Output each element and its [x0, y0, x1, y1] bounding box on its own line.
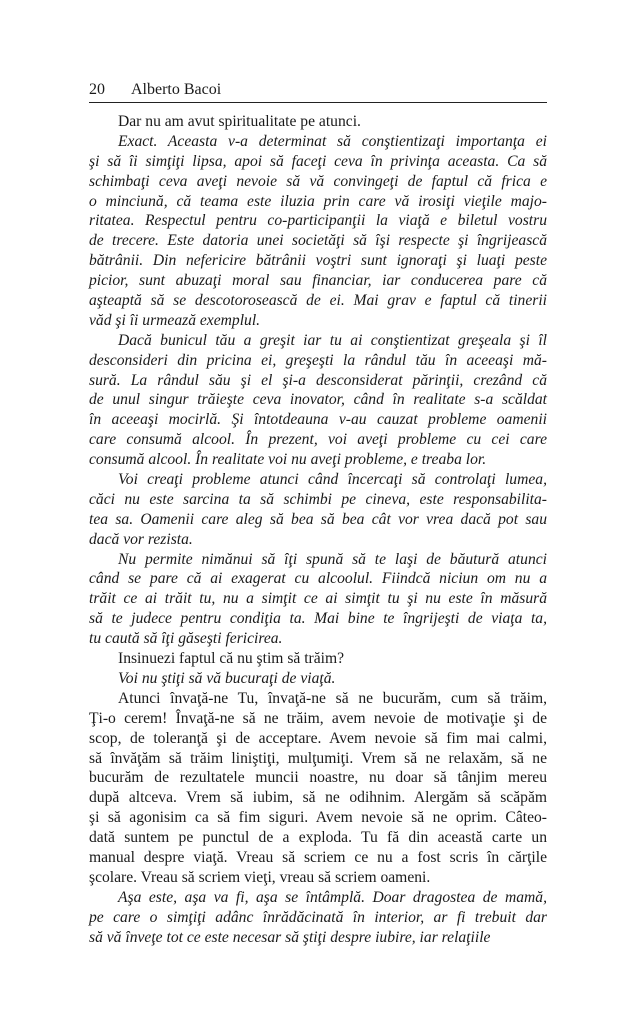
text-line: manual despre viaţă. Vreau să scriem ce nu a fost scris în cărţile	[89, 848, 547, 866]
text-line: şi să agonisim ca să fim siguri. Avem nevoie să ne oprim. Câteo-	[89, 809, 547, 827]
paragraph	[89, 689, 547, 888]
paragraph	[89, 669, 547, 689]
text-line: să te judece pentru condiţia ta. Mai bine te îngrijeşti de viaţa ta,	[89, 610, 547, 628]
text-line: bătrânii. Din nefericire bătrânii voştri sunt ignoraţi şi luaţi peste	[89, 252, 547, 270]
text-line: Nu permite nimănui să îţi spună să te laşi de băutură atunci	[118, 550, 547, 568]
text-line: Ţi-o cerem! Învaţă-ne să ne trăim, avem nevoie de motivaţie şi de	[89, 709, 547, 727]
text-line: să vă înveţe tot ce este necesar să ştiţi despre iubire, iar relaţiile	[89, 928, 491, 946]
text-line: după altceva. Vrem să iubim, să ne odihnim. Alergăm să scăpăm	[89, 789, 547, 807]
text-line: Voi creaţi probleme atunci când încercaţi să controlaţi lumea,	[118, 471, 547, 489]
text-line: şi să îi simţiţi lipsa, apoi să faceţi ceva în privinţa aceasta. Ca să	[89, 152, 547, 170]
text-line: tea sa. Oamenii care aleg să bea să bea cât vor vrea dacă pot sau	[89, 510, 547, 528]
text-line: o minciună, că teama este iluzia prin care vă irosiţi vieţile majo-	[89, 192, 547, 210]
paragraph	[89, 132, 547, 331]
text-line: Exact. Aceasta v-a determinat să conştientizaţi importanţa ei	[118, 132, 547, 150]
text-line: scop, de toleranţă şi de acceptare. Avem nevoie să fim mai calmi,	[89, 729, 547, 747]
text-line: dacă vor rezista.	[89, 530, 193, 548]
page-number: 20	[89, 81, 105, 98]
text-line: Dacă bunicul tău a greşit iar tu ai conştientizat greşeala şi îl	[118, 331, 547, 349]
text-line: aşteaptă să se descotorosească de ei. Mai grav e faptul că tinerii	[89, 292, 547, 310]
text-line: sură. La rândul său şi el şi-a desconsiderat părinţii, crezând că	[89, 371, 547, 389]
text-line: Insinuezi faptul că nu ştim să trăim?	[118, 650, 345, 668]
text-line: să învăţăm să trăim liniştiţi, mulţumiţi. Vrem să ne relaxăm, să ne	[89, 749, 547, 767]
body-text	[89, 112, 547, 947]
text-line: bucurăm de rezultatele muncii noastre, nu doar să tânjim mereu	[89, 769, 547, 787]
paragraph	[89, 649, 547, 669]
text-line: trăit ce ai trăit tu, nu a simţit ce ai simţit tu şi nu este în măsură	[89, 590, 547, 608]
text-line: Voi nu ştiţi să vă bucuraţi de viaţă.	[118, 669, 336, 687]
paragraph	[89, 331, 547, 470]
text-line: Atunci învaţă-ne Tu, învaţă-ne să ne bucurăm, cum să trăim,	[118, 689, 547, 707]
text-line: în aceeaşi mocirlă. Şi întotdeauna v-au cauzat probleme oamenii	[89, 411, 547, 429]
text-line: Aşa este, aşa va fi, aşa se întâmplă. Doar dragostea de mamă,	[118, 888, 547, 906]
header-rule	[89, 102, 547, 103]
paragraph	[89, 470, 547, 550]
text-line: pe care o simţiţi adânc înrădăcinată în interior, ar fi trebuit dar	[89, 908, 547, 926]
paragraph	[89, 112, 547, 132]
text-line: de trecere. Este datoria unei societăţi să îşi respecte şi îngrijească	[89, 232, 547, 250]
text-line: ritatea. Respectul pentru co-participanţii la viaţă e biletul vostru	[89, 212, 547, 230]
text-line: de unul singur trăieşte ceva inovator, când în realitate s-a scăldat	[89, 391, 547, 409]
text-line: când se pare că ai exagerat cu alcoolul. Fiindcă niciun om nu a	[89, 570, 547, 588]
text-line: văd şi îi urmează exemplul.	[89, 311, 261, 329]
paragraph	[89, 888, 547, 948]
text-line: dată suntem pe punctul de a exploda. Tu fă din această carte un	[89, 829, 547, 847]
text-line: care consumă alcool. În prezent, voi aveţi probleme cu cei care	[89, 431, 547, 449]
text-line: picior, sunt abuzaţi moral sau financiar, iar conducerea pare că	[89, 272, 547, 290]
text-line: consumă alcool. În realitate voi nu aveţi probleme, e treaba lor.	[89, 451, 487, 469]
text-line: Dar nu am avut spiritualitate pe atunci.	[118, 113, 361, 130]
paragraph	[89, 550, 547, 649]
running-header-author: Alberto Bacoi	[131, 81, 222, 98]
text-line: tu caută să îţi găseşti fericirea.	[89, 630, 283, 648]
text-line: şcolare. Vreau să scriem vieţi, vreau să scriem oameni.	[89, 868, 431, 886]
text-line: căci nu este sarcina ta să schimbi pe cineva, este responsabilita-	[89, 490, 547, 508]
text-line: desconsideri din pricina ei, greşeşti la rândul tău în aceeaşi mă-	[89, 351, 547, 369]
text-line: schimbaţi ceva aveţi nevoie să vă convingeţi de faptul că frica e	[89, 172, 547, 190]
